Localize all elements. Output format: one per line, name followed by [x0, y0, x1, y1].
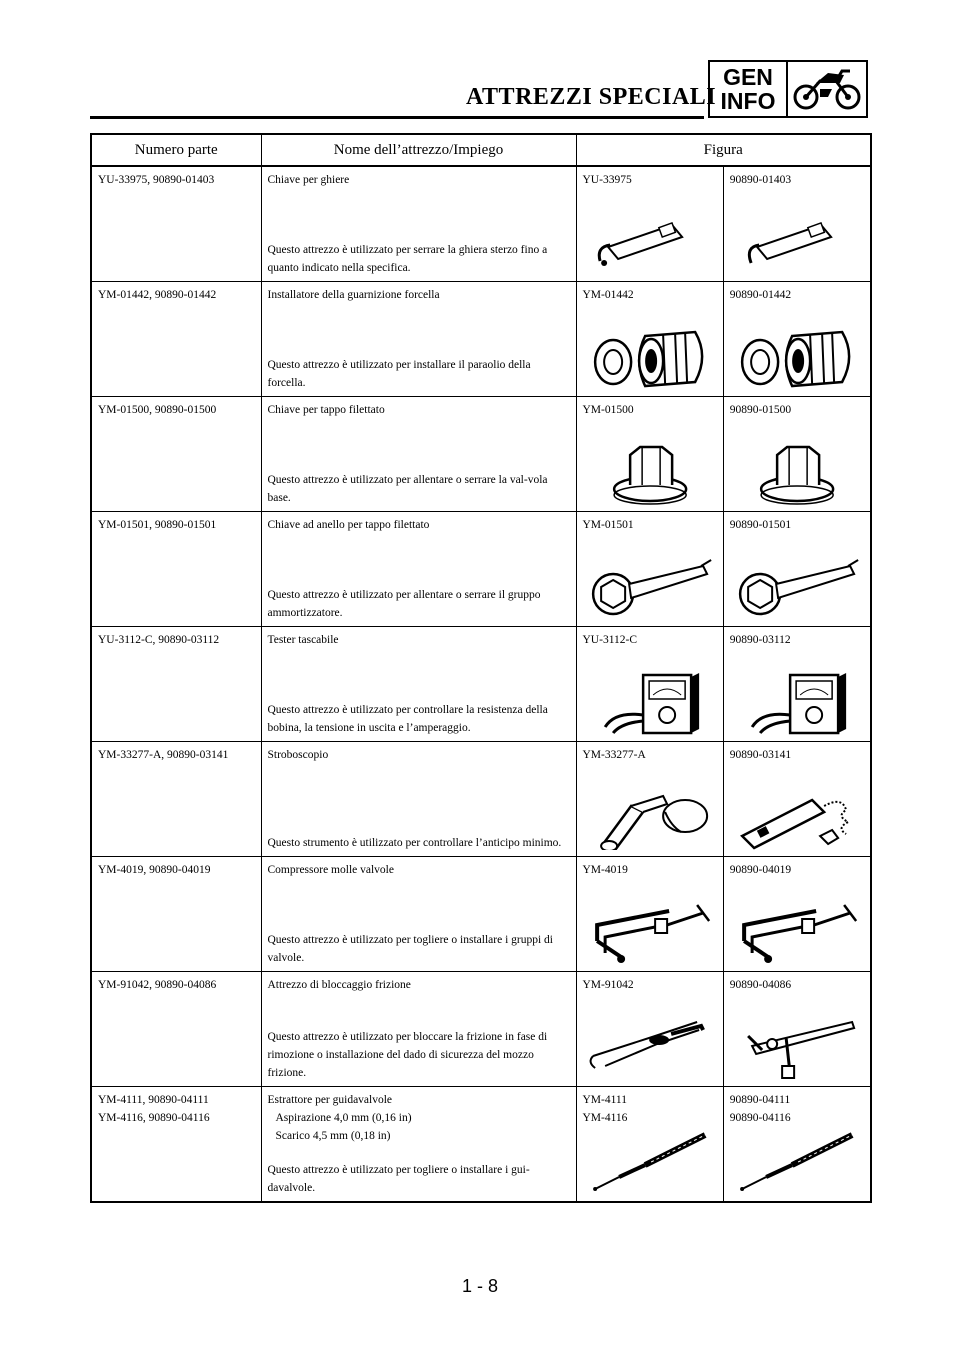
tool-illustration: [585, 1016, 715, 1080]
tool-illustration: [585, 786, 715, 850]
figure-us: [577, 627, 724, 741]
tool-name: Installatore della guarnizione forcella: [267, 289, 440, 301]
part-number-cell: [91, 627, 261, 742]
part-number-cell: [91, 512, 261, 627]
part-number-cell: [91, 857, 261, 972]
part-number: YM-4111, 90890-04111: [98, 1094, 209, 1106]
badge-line-1: GEN: [723, 64, 773, 90]
part-number-cell: [91, 282, 261, 397]
tool-illustration: [585, 671, 715, 735]
figure-code: 90890-01442: [729, 289, 792, 301]
tool-name-cell: [261, 857, 576, 972]
figure-cell: [576, 1087, 871, 1203]
part-number: YM-91042, 90890-04086: [98, 979, 217, 991]
motorcycle-icon: [788, 62, 866, 116]
tool-illustration: [585, 556, 715, 620]
tool-illustration: [732, 441, 862, 505]
figure-code: 90890-04019: [729, 864, 792, 876]
figure-code: YM-01442: [582, 289, 634, 301]
column-header-name: Nome dell’attrezzo/Impiego: [261, 134, 576, 166]
table-row: [91, 282, 871, 397]
figure-eu: [724, 857, 870, 971]
figure-code: YU-33975: [582, 174, 632, 186]
tool-spec: Scarico 4,5 mm (0,18 in): [275, 1130, 391, 1142]
tool-illustration: [732, 556, 862, 620]
tool-name: Attrezzo di bloccaggio frizione: [267, 979, 411, 991]
tool-name-cell: [261, 282, 576, 397]
part-number-cell: [91, 742, 261, 857]
figure-code: 90890-04111: [729, 1094, 791, 1106]
table-row: [91, 397, 871, 512]
badge-line-2: INFO: [720, 88, 776, 114]
part-number: YM-01500, 90890-01500: [98, 404, 217, 416]
tool-illustration: [585, 326, 715, 390]
tool-illustration: [585, 901, 715, 965]
tool-name-cell: [261, 627, 576, 742]
figure-cell: [576, 972, 871, 1087]
figure-us: [577, 167, 724, 281]
part-number: YM-4019, 90890-04019: [98, 864, 211, 876]
figure-cell: [576, 742, 871, 857]
figure-code: YM-4019: [582, 864, 628, 876]
tool-name: Chiave per tappo filettato: [267, 404, 385, 416]
table-header-row: [91, 134, 871, 166]
figure-code: 90890-04086: [729, 979, 792, 991]
tool-usage: Questo attrezzo è utilizzato per togliere o installare i gui-davalvole.: [267, 1164, 530, 1194]
figure-eu: [724, 1087, 870, 1201]
part-number: YM-01501, 90890-01501: [98, 519, 217, 531]
figure-code: YM-33277-A: [582, 749, 646, 761]
tool-spec: Aspirazione 4,0 mm (0,16 in): [275, 1112, 412, 1124]
figure-code: 90890-01501: [729, 519, 792, 531]
tool-usage: Questo attrezzo è utilizzato per serrare la ghiera sterzo fino a quanto indicato nella specifica.: [267, 244, 548, 274]
part-number-cell: [91, 166, 261, 282]
tool-name: Chiave per ghiere: [267, 174, 350, 186]
page-number: 1 - 8: [461, 1276, 499, 1296]
tool-usage: Questo attrezzo è utilizzato per togliere o installare i gruppi di valvole.: [267, 934, 553, 964]
section-title: ATTREZZI SPECIALI: [466, 84, 717, 110]
part-number: YM-4116, 90890-04116: [98, 1112, 210, 1124]
figure-code: YM-01501: [582, 519, 634, 531]
tool-illustration: [732, 1016, 862, 1080]
tool-illustration: [732, 326, 862, 390]
figure-cell: [576, 282, 871, 397]
tool-illustration: [732, 211, 862, 275]
figure-code: YM-4111: [582, 1094, 628, 1106]
tool-name-cell: [261, 166, 576, 282]
table-row: [91, 857, 871, 972]
part-number-cell: [91, 972, 261, 1087]
tool-name-cell: [261, 397, 576, 512]
tool-illustration: [585, 441, 715, 505]
figure-code: 90890-03141: [729, 749, 792, 761]
figure-us: [577, 282, 724, 396]
figure-code: YM-4116: [582, 1112, 628, 1124]
table-row: [91, 742, 871, 857]
figure-cell: [576, 166, 871, 282]
figure-code: YM-91042: [582, 979, 634, 991]
tool-usage: Questo attrezzo è utilizzato per controllare la resistenza della bobina, la tensione in uscita e l’amperaggio.: [267, 704, 548, 734]
tool-name-cell: [261, 1087, 576, 1203]
figure-eu: [724, 282, 870, 396]
column-header-figure: Figura: [576, 134, 871, 166]
part-number: YM-01442, 90890-01442: [98, 289, 217, 301]
gen-info-badge: [708, 60, 868, 118]
figure-eu: [724, 742, 870, 856]
table-row: [91, 1087, 871, 1203]
tool-usage: Questo attrezzo è utilizzato per installare il paraolio della forcella.: [267, 359, 531, 389]
tool-usage: Questo strumento è utilizzato per controllare l’anticipo minimo.: [267, 837, 562, 849]
figure-us: [577, 857, 724, 971]
figure-us: [577, 972, 724, 1086]
figure-cell: [576, 397, 871, 512]
figure-code: 90890-01403: [729, 174, 792, 186]
tool-name-cell: [261, 512, 576, 627]
table-row: [91, 972, 871, 1087]
figure-code: YM-01500: [582, 404, 634, 416]
table-row: [91, 627, 871, 742]
figure-code: 90890-04116: [729, 1112, 791, 1124]
tool-name: Chiave ad anello per tappo filettato: [267, 519, 430, 531]
special-tools-table: [90, 133, 872, 1203]
tool-name: Stroboscopio: [267, 749, 329, 761]
part-number-cell: [91, 1087, 261, 1203]
header-rule: [90, 116, 704, 119]
figure-eu: [724, 972, 870, 1086]
tool-illustration: [732, 786, 862, 850]
figure-us: [577, 397, 724, 511]
tool-usage: Questo attrezzo è utilizzato per bloccare la frizione in fase di rimozione o installazione del dado di sicurezza del mozzo frizione.: [267, 1031, 548, 1079]
part-number-cell: [91, 397, 261, 512]
column-header-part: Numero parte: [91, 134, 261, 166]
figure-us: [577, 742, 724, 856]
figure-cell: [576, 857, 871, 972]
figure-code: 90890-03112: [729, 634, 791, 646]
badge-text: [710, 62, 788, 116]
figure-code: YU-3112-C: [582, 634, 638, 646]
table-row: [91, 512, 871, 627]
figure-us: [577, 512, 724, 626]
page-header: [90, 58, 870, 120]
part-number: YU-33975, 90890-01403: [98, 174, 215, 186]
tool-name-cell: [261, 742, 576, 857]
part-number: YU-3112-C, 90890-03112: [98, 634, 220, 646]
figure-cell: [576, 512, 871, 627]
part-number: YM-33277-A, 90890-03141: [98, 749, 229, 761]
tool-illustration: [585, 211, 715, 275]
tool-illustration: [585, 1131, 715, 1195]
tool-illustration: [732, 901, 862, 965]
tool-illustration: [732, 1131, 862, 1195]
tool-name: Tester tascabile: [267, 634, 339, 646]
tool-usage: Questo attrezzo è utilizzato per allentare o serrare il gruppo ammortizzatore.: [267, 589, 541, 619]
figure-eu: [724, 512, 870, 626]
figure-eu: [724, 627, 870, 741]
table-row: [91, 166, 871, 282]
figure-cell: [576, 627, 871, 742]
figure-us: [577, 1087, 724, 1201]
figure-eu: [724, 167, 870, 281]
tool-usage: Questo attrezzo è utilizzato per allentare o serrare la val-vola base.: [267, 474, 548, 504]
figure-code: 90890-01500: [729, 404, 792, 416]
tool-illustration: [732, 671, 862, 735]
tool-name: Estrattore per guidavalvole: [267, 1094, 393, 1106]
tool-name-cell: [261, 972, 576, 1087]
figure-eu: [724, 397, 870, 511]
tool-name: Compressore molle valvole: [267, 864, 394, 876]
